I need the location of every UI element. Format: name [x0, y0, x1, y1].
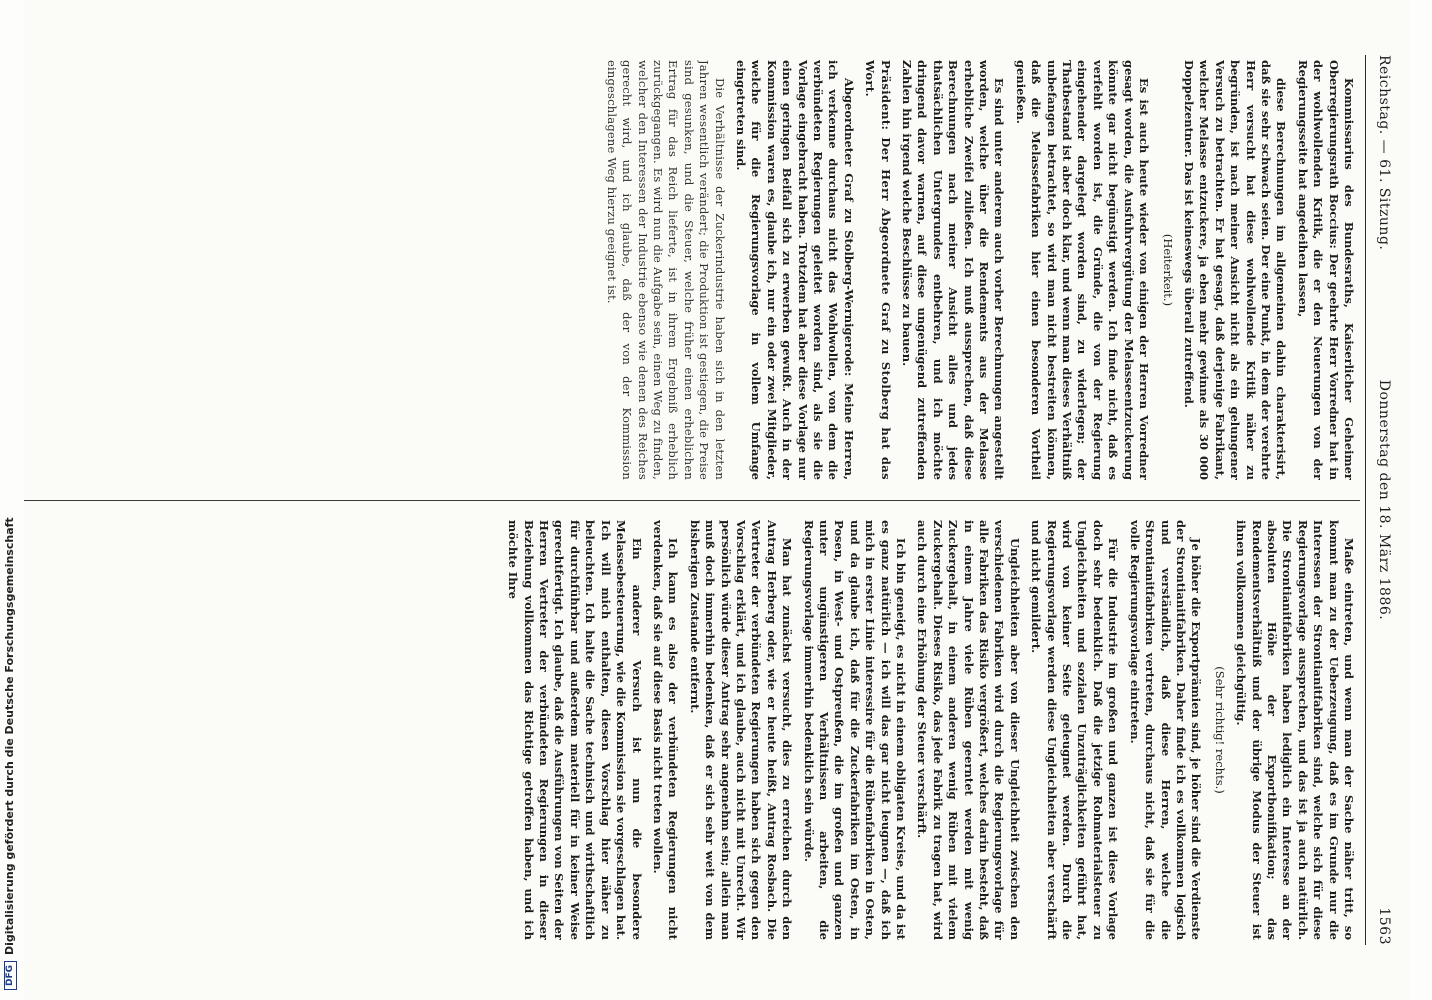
text-column-right	[30, 520, 1356, 940]
footer-credit	[3, 10, 17, 990]
header-date: Donnerstag den 18. März 1886.	[1376, 379, 1392, 621]
newspaper-page	[10, 0, 1410, 1000]
text-column-left	[30, 60, 1356, 480]
column-divider	[20, 500, 1360, 501]
paragraph-p: Maße eintreten, und wenn man der Sache näher tritt, so kommt man zu der Ueberzeugung, daß es im Grunde nur die Interessen der Strontianitfabriken sind, welche sich für diese Regierungsvorlage aussprechen, und das ist ja auch natürlich. Die Strontianitfabriken haben lediglich ein Interesse an der absoluten Höhe der Exportbonifikation; das Rendementsverhältniß und der übrige Modus der Steuer ist ihnen vollkommen gleichgültig.	[1234, 520, 1356, 940]
footer-strip	[0, 0, 24, 1000]
paragraph-p: Ungleichheiten aber von dieser Ungleichheit zwischen den verschiedenen Fabriken wird durch die Regierungsvorlage für alle Fabriken das Risiko vergrößert, welches darin besteht, daß in einem Jahre viele Rüben geerntet werden mit wenig Zuckergehalt, in einem anderen wenig Rüben mit vielem Zuckergehalt. Dieses Risiko, das jede Fabrik zu tragen hat, wird auch durch eine Erhöhung der Steuer verschärft.	[915, 520, 1022, 940]
paragraph-p: Für die Industrie im großen und ganzen ist diese Vorlage doch sehr bedenklich. Daß die jetzige Rohmaterialsteuer zu Ungleichheiten und sozialen Unzuträglichkeiten geführt hat, wird von keiner Seite geleugnet werden. Durch die Regierungsvorlage werden diese Ungleichheiten aber verschärft und nicht gemildert.	[1029, 520, 1121, 940]
paragraph-heading: Präsident: Der Herr Abgeordnete Graf zu Stolberg hat das Wort.	[863, 60, 893, 480]
page-number: 1563	[1376, 907, 1392, 945]
paragraph-p: Ich kann es also der verbündeten Regierungen nicht verdenken, daß sie auf diese Basis nicht treten wollen.	[650, 520, 681, 940]
paragraph-p: Abgeordneter Graf zu Stolberg-Wernigerode: Meine Herren, ich verkenne durchaus nicht das Wohlwollen, von dem die verbündeten Regierungen geleitet worden sind, als sie die Vorlage eingebracht haben. Trotzdem hat aber diese Vorlage nur einen geringen Beifall sich zu erwerben gewußt. Auch in der Kommission waren es, glaube ich, nur ein oder zwei Mitglieder, welche für die Regierungsvorlage in vollem Umfange eingetreten sind.	[733, 60, 856, 480]
paragraph-p: Ich bin geneigt, es nicht in einem obligaten Kreise, und da ist es ganz natürlich — ich will das gar nicht leugnen —, daß ich mich in erster Linie interessire für die Rübenfabriken in Osten, und da glaube ich, daß für die Zuckerfabriken im Osten, in Posen, in West- und Ostpreußen, die im großen und ganzen unter ungünstigeren Verhältnissen arbeiten, die Regierungsvorlage immerhin bedenklich sein würde.	[801, 520, 909, 940]
paragraph-p: Ein anderer Versuch ist nun die besondere Melassebesteuerung, wie die Kommission sie vorgeschlagen hat. Ich will mich enthalten, diesen Vorschlag hier näher zu beleuchten. Ich halte die Sache technisch und wirthschaftlich für durchführbar und außerdem materiell für in keiner Weise gerechtfertigt. Ich glaube, daß die Ausführungen von Seiten der Herren Vertreter der verbündeten Regierungen in dieser Beziehung vollkommen das Richtige getroffen haben, und ich möchte Ihre	[506, 520, 644, 940]
header-rule	[1365, 55, 1366, 945]
paragraph-p: Kommissarius des Bundesraths, Kaiserlicher Geheimer Oberregierungsrath Boccius: Der geehrte Herr Vorredner hat in der wohlwollenden Kritik, die er den Neuerungen von der Regierungsseite hat angedeihen lassen,	[1295, 60, 1356, 480]
footer-credit-text: Digitalisierung gefördert durch die Deutsche Forschungsgemeinschaft	[3, 517, 16, 955]
paragraph-p: diese Berechnungen im allgemeinen dahin charakterisirt, daß sie sehr schwach seien. Der eine Punkt, in dem der verehrte Herr versucht hat diese wohlwollende Kritik näher zu begründen, ist nach meiner Ansicht nicht als ein gelungener Versuch zu betrachten. Er hat gesagt, daß derjenige Fabrikant, welcher Melasse entzuckere, ja eben mehr gewinne als 30 000 Doppelzentner. Das ist keineswegs überall zutreffend.	[1181, 60, 1289, 480]
paragraph-center: (Heiterkeit.)	[1160, 233, 1175, 307]
header-session: Reichstag. — 61. Sitzung.	[1376, 55, 1392, 251]
paragraph-p: Es ist auch heute wieder von einigen der Herren Vorredner gesagt worden, die Ausfuhrvergütung der Melasseentzuckerung könnte gar nicht begünstigt werden. Ich finde nicht, daß es verfehlt worden ist, die Gründe, die von der Regierung eingehender dargelegt worden sind, zu widerlegen; der Thatbestand ist aber doch klar, und wenn man dieses Verhältniß unbefangen betrachtet, so wird man nicht bestreiten können, daß die Melassefabriken hier einen besonderen Vortheil genießen.	[1013, 60, 1152, 480]
paragraph-p: Man hat zunächst versucht, dies zu erreichen durch den Antrag Herberg oder, wie er heute heißt, Antrag Rosbach. Die Vertreter der verbündeten Regierungen haben sich gegen den Vorschlag erklärt, und ich glaube, auch nicht mit Unrecht. Wir persönlich würde dieser Antrag sehr angenehm sein; allein man muß doch immerhin bedenken, daß er sich sehr weit von dem bisherigen Zustande entfernt.	[687, 520, 795, 940]
paragraph-center: (Sehr richtig! rechts.)	[1212, 666, 1227, 794]
page-header	[1368, 55, 1398, 945]
paragraph-p: Es sind unter anderem auch vorher Berechnungen angestellt worden, welche über die Rendements aus der Melasse erhebliche Zweifel zuließen. Ich muß aussprechen, daß diese Berechnungen nach meiner Ansicht alles und jedes thatsächlichen Untergrundes entbehren, und ich möchte dringend davor warnen, auf diese ungenügend zutreffenden Zahlen hin irgend welche Beschlüsse zu bauen.	[900, 60, 1007, 480]
paragraph-filler: Die Verhältnisse der Zuckerindustrie haben sich in den letzten Jahren wesentlich verändert; die Produktion ist gestiegen, die Preise sind gesunken, und die Steuer, welche früher einen erheblichen Ertrag für das Reich lieferte, ist in ihrem Ergebniß erheblich zurückgegangen. Es wird nun die Aufgabe sein, einen Weg zu finden, welcher den Interessen der Industrie ebenso wie denen des Reiches gerecht wird, und ich glaube, daß der von der Kommission eingeschlagene Weg hierzu geeignet ist.	[604, 60, 727, 480]
paragraph-p: Je höher die Exportprämien sind, je höher sind die Verdienste der Strontianitfabriken. Daher finde ich es vollkommen logisch und verständlich, daß diese Herren, welche die Strontianitfabriken vertreten, durchaus nicht, daß sie für die volle Regierungsvorlage eintreten.	[1127, 520, 1204, 940]
dfg-logo-icon: DFG	[4, 961, 17, 990]
